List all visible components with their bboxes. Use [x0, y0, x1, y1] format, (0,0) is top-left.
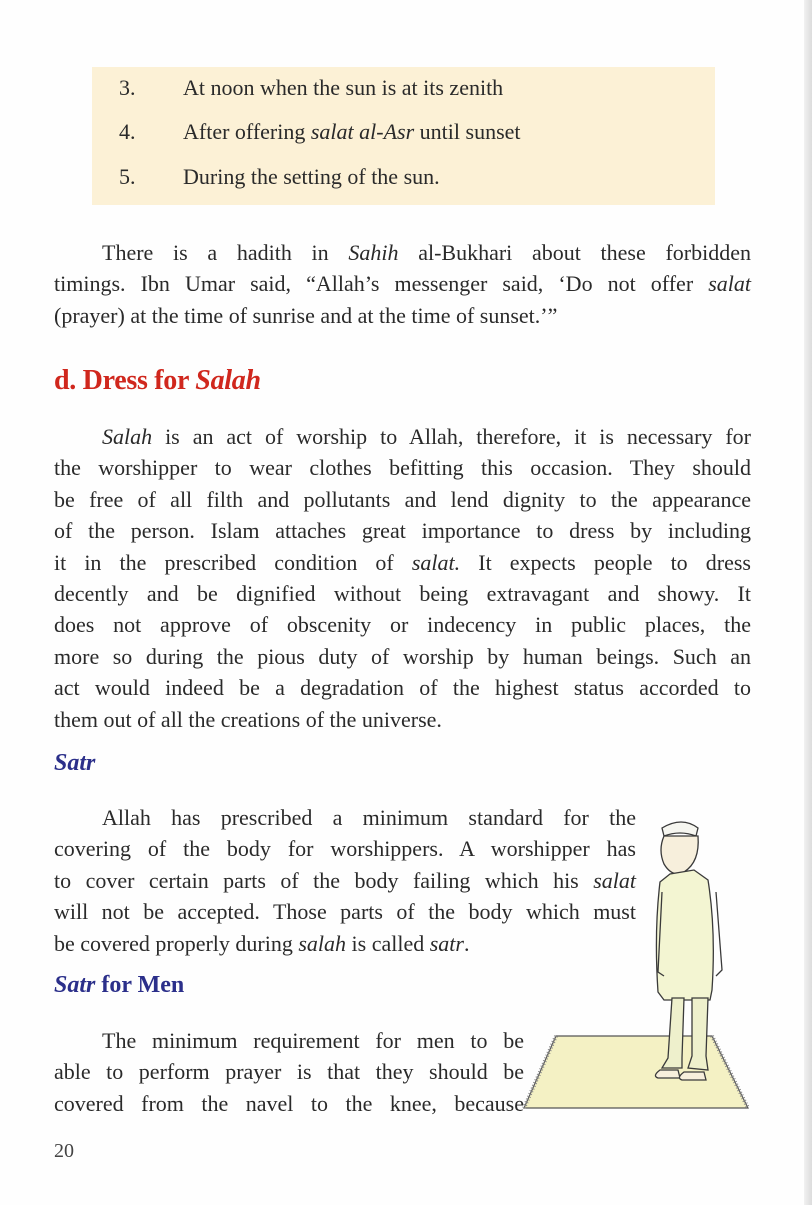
satr-paragraph: Allah has prescribed a minimum standard for the covering of the body for worshippers. A worshipper has to cover certain parts of the body failing which his salat will not be accepted. Those parts of the body which must be covered properly during salah is called satr. [54, 805, 636, 956]
list-number: 3. [119, 75, 136, 100]
list-text: After offering salat al-Asr until sunset [183, 119, 521, 144]
prayer-mat [524, 1036, 748, 1108]
list-number: 4. [119, 119, 136, 144]
satr-for-men-paragraph: The minimum requirement for men to be able to perform prayer is that they should be covered from the navel to the knee, because [54, 1028, 524, 1116]
subheading-satr-for-men: Satr for Men [54, 972, 185, 998]
page-number: 20 [54, 1140, 74, 1162]
dress-paragraph: Salah is an act of worship to Allah, therefore, it is necessary for the worshipper to wear clothes befitting this occasion. They should be free of all filth and pollutants and lend dignity to the appearance of the person. Islam attaches great importance to dress by including it in the prescribed condition of salat. It expects people to dress decently and be dignified without being extravagant and showy. It does not approve of obscenity or indecency in public places, the more so during the pious duty of worship by human beings. Such an act would indeed be a degradation of the highest status accorded to them out of all the creations of the universe. [54, 424, 751, 732]
section-heading-dress-for-salah: d. Dress for Salah [54, 365, 261, 396]
boy-on-prayer-mat-illustration [512, 808, 756, 1118]
list-text: At noon when the sun is at its zenith [183, 75, 504, 100]
subheading-satr: Satr [54, 750, 96, 776]
page-edge-shadow [804, 0, 812, 1205]
hadith-paragraph: There is a hadith in Sahih al-Bukhari about these forbidden timings. Ibn Umar said, “Allah’s messenger said, ‘Do not offer salat (prayer) at the time of sunrise and at the time of sunset.’” [54, 240, 751, 328]
list-number: 5. [119, 164, 136, 189]
list-text: During the setting of the sun. [183, 164, 440, 189]
